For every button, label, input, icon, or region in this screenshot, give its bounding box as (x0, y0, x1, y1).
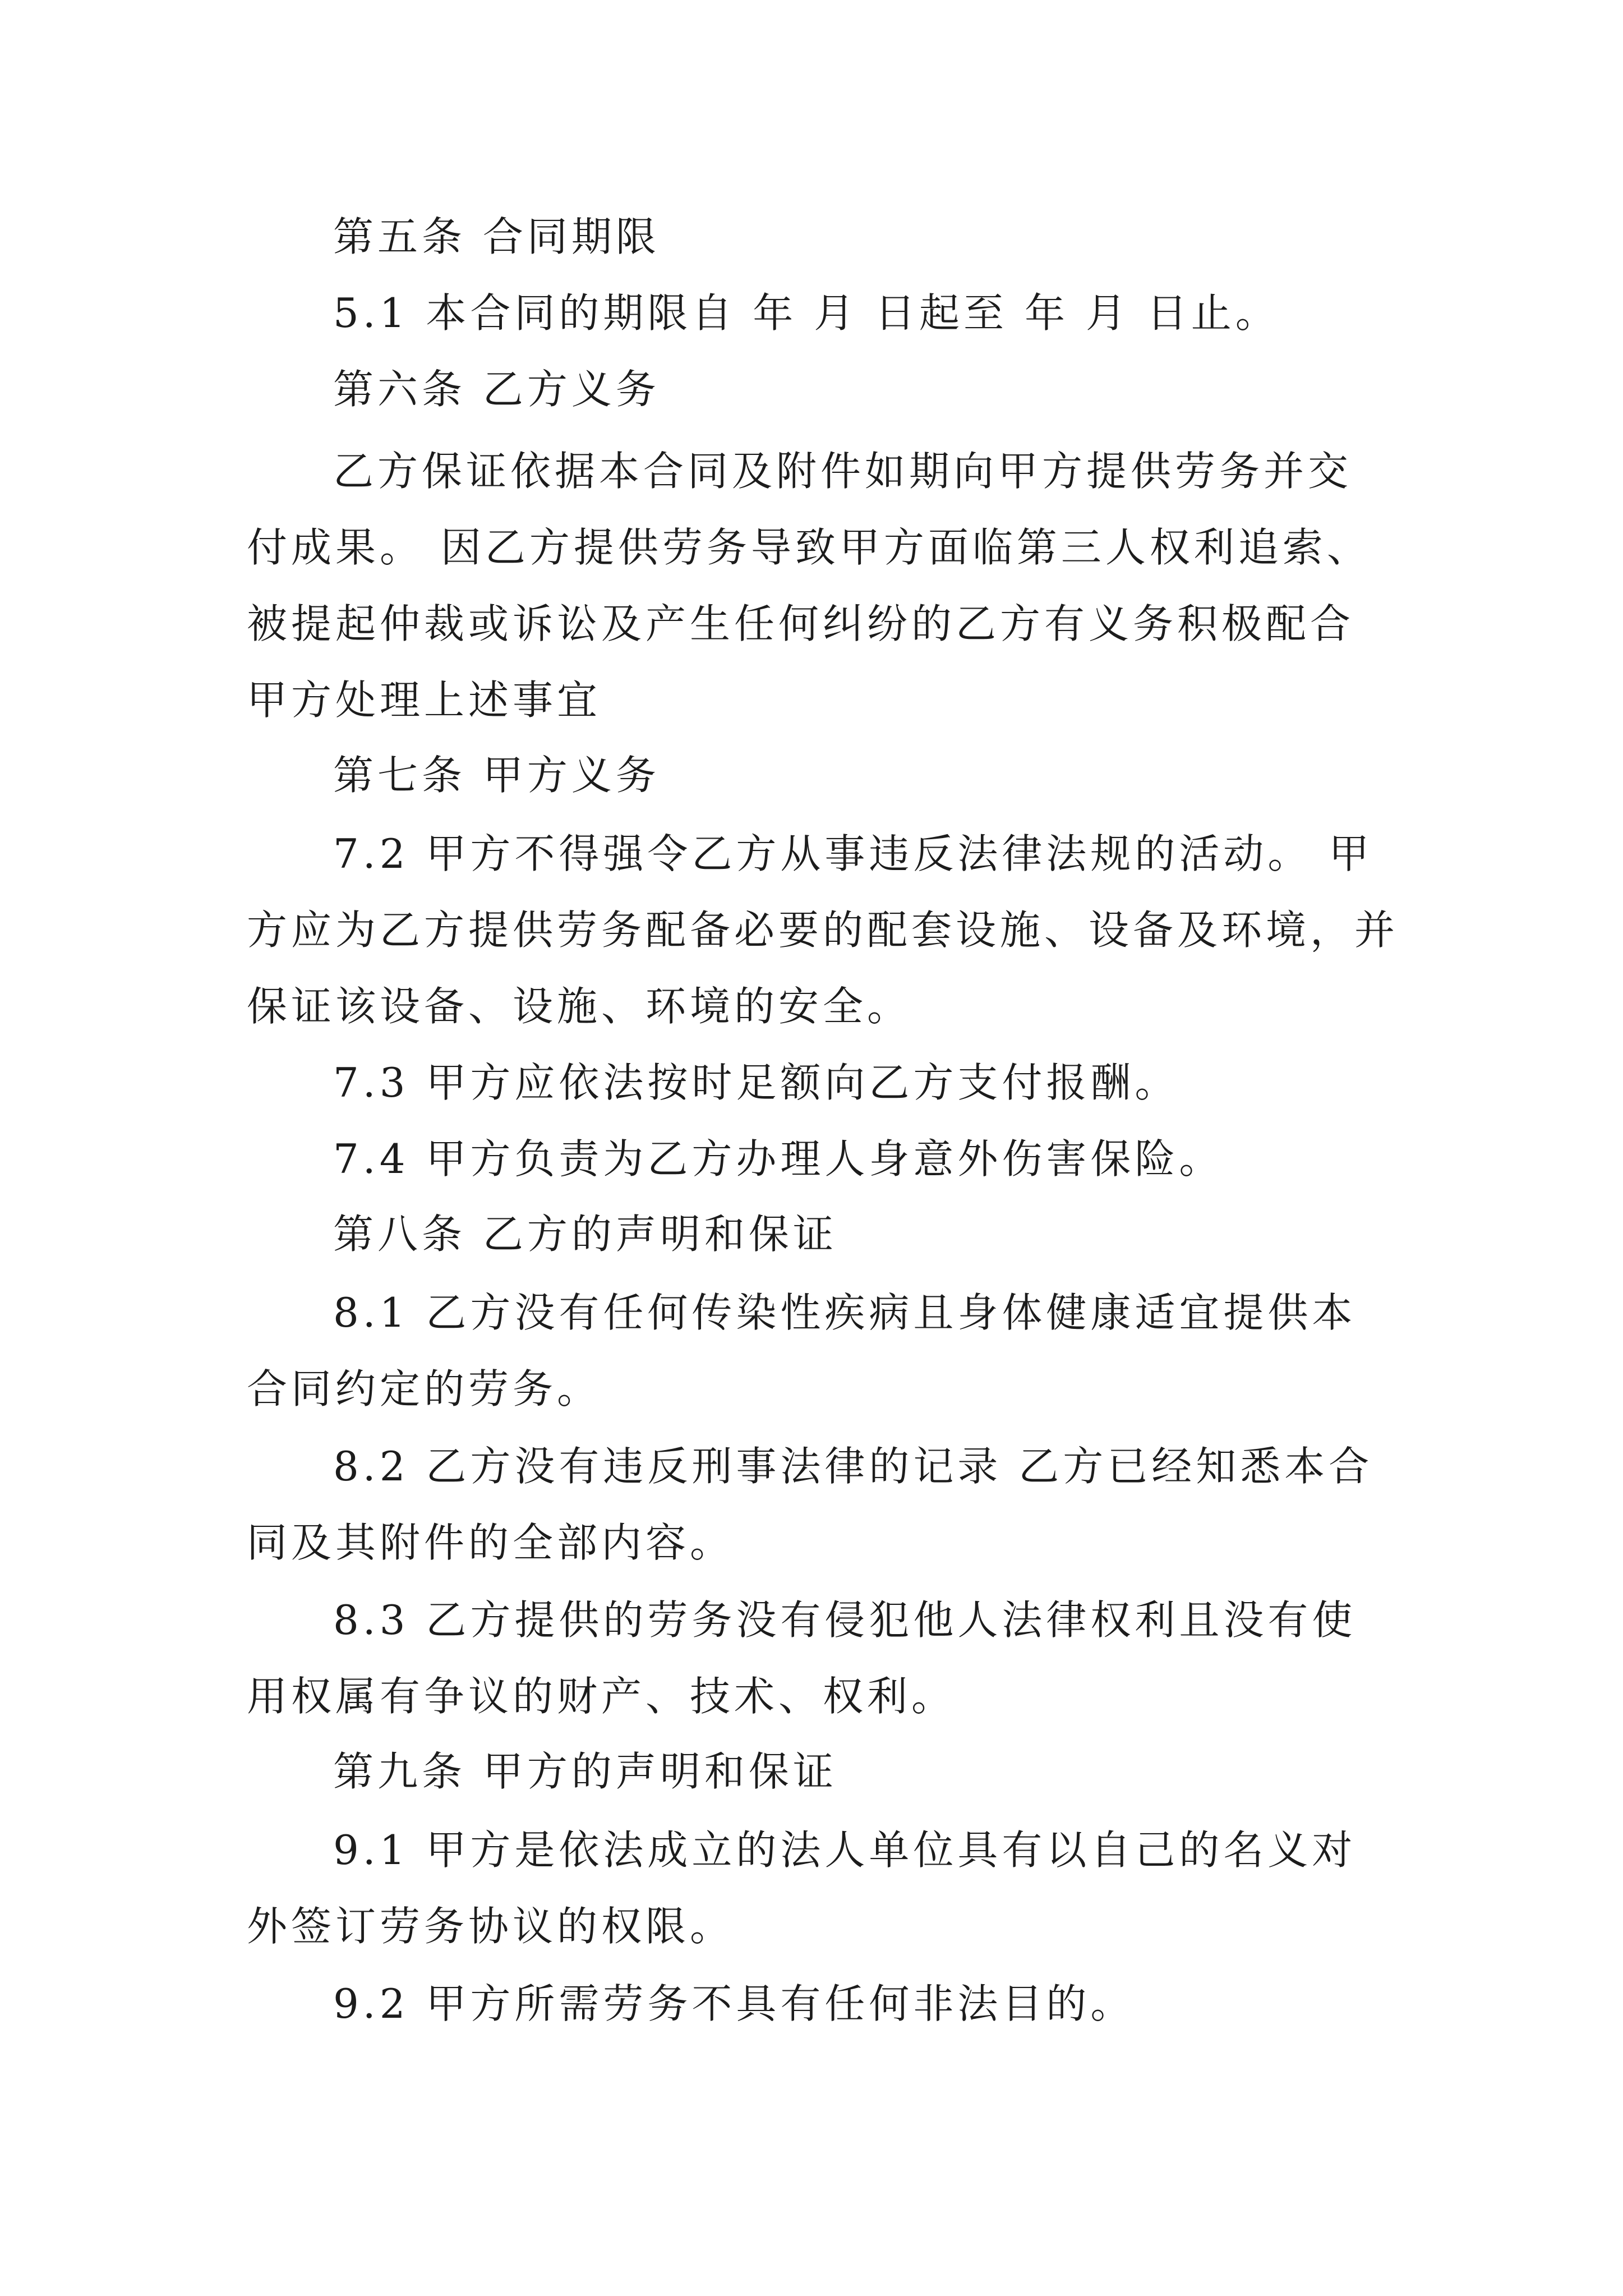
article-6-paragraph-line-1: 乙方保证依据本合同及附件如期向甲方提供劳务并交 (333, 448, 1353, 495)
clause-5-1: 5.1 本合同的期限自 年 月 日起至 年 月 日止。 (333, 289, 1280, 337)
clause-8-1-line-2: 合同约定的劳务。 (247, 1365, 602, 1412)
article-6-paragraph-line-4: 甲方处理上述事宜 (247, 677, 602, 724)
article-8-heading: 第八条 乙方的声明和保证 (333, 1211, 837, 1258)
article-6-heading: 第六条 乙方义务 (333, 366, 660, 413)
clause-8-1-line-1: 8.1 乙方没有任何传染性疾病且身体健康适宜提供本 (333, 1289, 1357, 1336)
article-6-paragraph-line-3: 被提起仲裁或诉讼及产生任何纠纷的乙方有义务积极配合 (247, 600, 1355, 647)
article-5-heading: 第五条 合同期限 (333, 213, 660, 260)
clause-9-2: 9.2 甲方所需劳务不具有任何非法目的。 (333, 1980, 1135, 2027)
clause-8-3-line-2: 用权属有争议的财产、技术、权利。 (247, 1673, 956, 1720)
clause-7-2-line-1: 7.2 甲方不得强令乙方从事违反法律法规的活动。 甲 (333, 830, 1373, 877)
article-6-paragraph-line-2: 付成果。 因乙方提供劳务导致甲方面临第三人权利追索、 (247, 524, 1371, 571)
clause-9-1-line-2: 外签订劳务协议的权限。 (247, 1903, 735, 1950)
clause-9-1-line-1: 9.1 甲方是依法成立的法人单位具有以自己的名义对 (333, 1826, 1357, 1874)
article-9-heading: 第九条 甲方的声明和保证 (333, 1748, 837, 1795)
clause-8-2-line-1: 8.2 乙方没有违反刑事法律的记录 乙方已经知悉本合 (333, 1443, 1373, 1490)
article-7-heading: 第七条 甲方义务 (333, 752, 660, 799)
clause-7-2-line-2: 方应为乙方提供劳务配备必要的配套设施、设备及环境，并 (247, 907, 1399, 954)
clause-7-2-line-3: 保证该设备、设施、环境的安全。 (247, 983, 912, 1030)
clause-7-4: 7.4 甲方负责为乙方办理人身意外伤害保险。 (333, 1135, 1224, 1182)
clause-8-2-line-2: 同及其附件的全部内容。 (247, 1519, 735, 1566)
clause-8-3-line-1: 8.3 乙方提供的劳务没有侵犯他人法律权利且没有使 (333, 1596, 1357, 1644)
clause-7-3: 7.3 甲方应依法按时足额向乙方支付报酬。 (333, 1059, 1179, 1106)
